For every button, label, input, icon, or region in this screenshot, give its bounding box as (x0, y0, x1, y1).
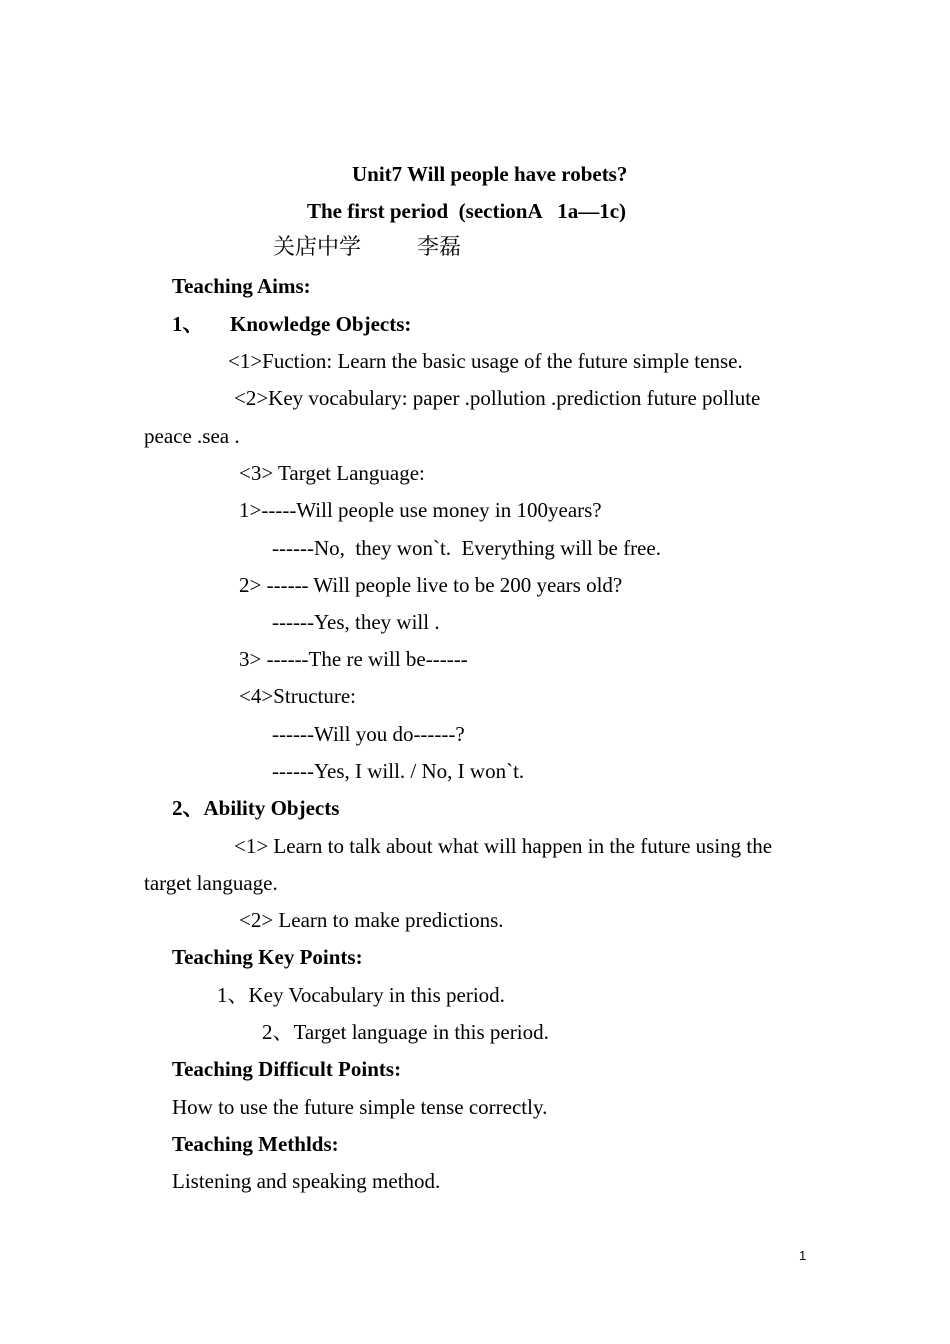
structure-1: ------Will you do------? (272, 722, 465, 746)
document-subtitle: The first period (sectionA 1a—1c) (307, 199, 627, 223)
knowledge-item-3: <3> Target Language: (239, 461, 425, 485)
structure-2: ------Yes, I will. / No, I won`t. (272, 759, 525, 783)
page-number: 1 (799, 1248, 807, 1263)
ability-heading: 2、Ability Objects (172, 796, 340, 820)
knowledge-item-4: <4>Structure: (239, 684, 356, 708)
difficult-points-heading: Teaching Difficult Points: (172, 1057, 402, 1081)
target-language-2-question: 2> ------ Will people live to be 200 years old? (239, 573, 623, 597)
knowledge-heading: Knowledge Objects: (230, 312, 412, 336)
target-language-1-answer: ------No, they won`t. Everything will be free. (272, 536, 661, 560)
methods-text: Listening and speaking method. (172, 1169, 441, 1193)
key-points-heading: Teaching Key Points: (172, 945, 363, 969)
knowledge-item-1: <1>Fuction: Learn the basic usage of the future simple tense. (228, 349, 743, 373)
ability-item-1-line-1: <1> Learn to talk about what will happen in the future using the (234, 834, 773, 858)
target-language-3: 3> ------The re will be------ (239, 647, 468, 671)
knowledge-item-2-line-1: <2>Key vocabulary: paper .pollution .prediction future pollute (234, 386, 761, 410)
document-title: Unit7 Will people have robets? (352, 162, 628, 186)
target-language-2-answer: ------Yes, they will . (272, 610, 440, 634)
methods-heading: Teaching Methlds: (172, 1132, 339, 1156)
key-point-1: 1、Key Vocabulary in this period. (217, 983, 505, 1007)
author-school: 关店中学 (273, 235, 362, 260)
knowledge-number: 1、 (172, 312, 204, 336)
ability-item-1-line-2: target language. (144, 871, 278, 895)
knowledge-item-2-line-2: peace .sea . (144, 424, 240, 448)
ability-item-2: <2> Learn to make predictions. (239, 908, 504, 932)
author-name: 李磊 (417, 235, 462, 260)
target-language-1-question: 1>-----Will people use money in 100years? (239, 498, 602, 522)
key-point-2: 2、Target language in this period. (262, 1020, 549, 1044)
difficult-points-text: How to use the future simple tense correctly. (172, 1095, 548, 1119)
teaching-aims-heading: Teaching Aims: (172, 274, 311, 298)
